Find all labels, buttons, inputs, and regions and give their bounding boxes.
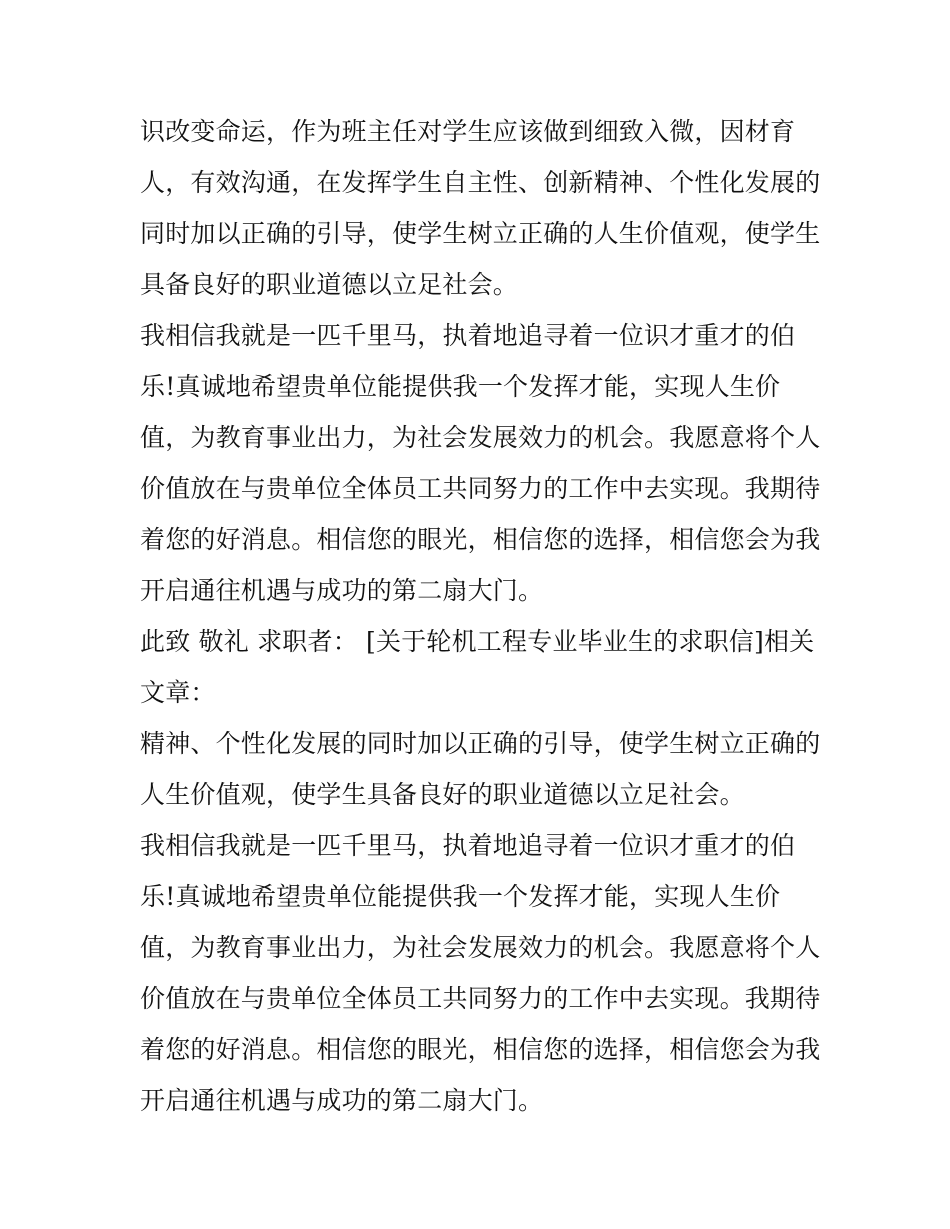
text-line: 识改变命运，作为班主任对学生应该做到细致入微，因材育 bbox=[140, 117, 796, 146]
text-line: 我相信我就是一匹千里马，执着地追寻着一位识才重才的伯 bbox=[140, 831, 796, 860]
text-line: 人，有效沟通，在发挥学生自主性、创新精神、个性化发展的 bbox=[140, 168, 821, 197]
text-line: 价值放在与贵单位全体员工共同努力的工作中去实现。我期待 bbox=[140, 474, 821, 503]
text-line: 同时加以正确的引导，使学生树立正确的人生价值观，使学生 bbox=[140, 219, 821, 248]
text-line: 具备良好的职业道德以立足社会。 bbox=[140, 270, 519, 299]
text-line: 开启通往机遇与成功的第二扇大门。 bbox=[140, 1086, 544, 1115]
text-line: 着您的好消息。相信您的眼光，相信您的选择，相信您会为我 bbox=[140, 1035, 821, 1064]
text-line: 此致 敬礼 求职者： [关于轮机工程专业毕业生的求职信]相关 bbox=[140, 627, 815, 656]
text-line: 开启通往机遇与成功的第二扇大门。 bbox=[140, 576, 544, 605]
text-line: 乐!真诚地希望贵单位能提供我一个发挥才能，实现人生价 bbox=[140, 882, 781, 911]
text-line: 值，为教育事业出力，为社会发展效力的机会。我愿意将个人 bbox=[140, 423, 821, 452]
text-line: 文章： bbox=[140, 678, 216, 707]
text-line: 着您的好消息。相信您的眼光，相信您的选择，相信您会为我 bbox=[140, 525, 821, 554]
text-line: 值，为教育事业出力，为社会发展效力的机会。我愿意将个人 bbox=[140, 933, 821, 962]
text-line: 精神、个性化发展的同时加以正确的引导，使学生树立正确的 bbox=[140, 729, 821, 758]
text-line: 人生价值观，使学生具备良好的职业道德以立足社会。 bbox=[140, 780, 745, 809]
document-body bbox=[140, 106, 820, 1126]
text-line: 我相信我就是一匹千里马，执着地追寻着一位识才重才的伯 bbox=[140, 321, 796, 350]
text-line: 乐!真诚地希望贵单位能提供我一个发挥才能，实现人生价 bbox=[140, 372, 781, 401]
text-line: 价值放在与贵单位全体员工共同努力的工作中去实现。我期待 bbox=[140, 984, 821, 1013]
